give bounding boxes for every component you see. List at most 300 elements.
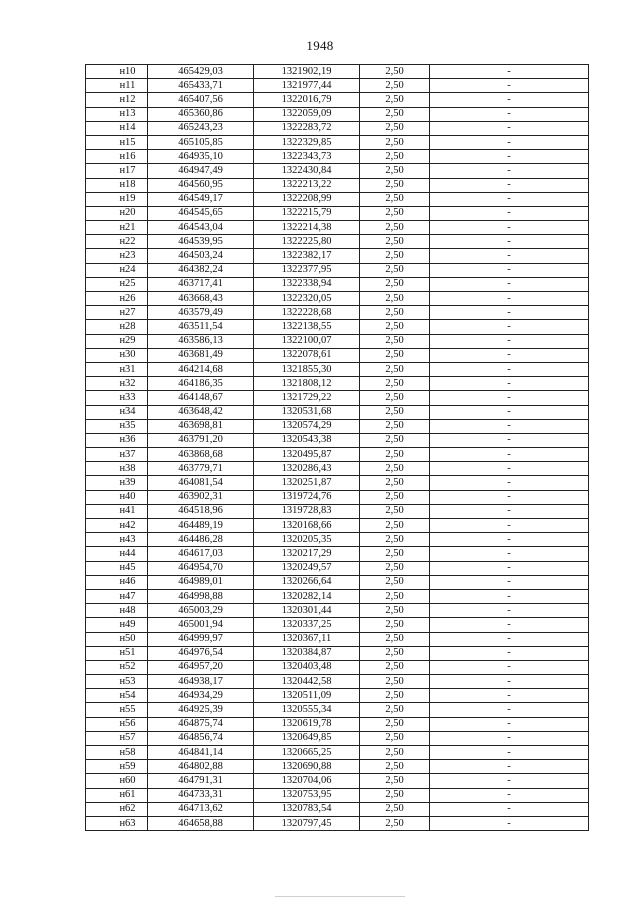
y-coordinate-cell: 1322214,38 [254, 221, 360, 235]
y-coordinate-cell: 1320555,34 [254, 703, 360, 717]
precision-cell: 2,50 [360, 348, 430, 362]
note-cell: - [430, 235, 589, 249]
y-coordinate-cell: 1320690,88 [254, 760, 360, 774]
x-coordinate-cell: 463681,49 [148, 348, 254, 362]
table-row [86, 377, 589, 391]
table-row [86, 79, 589, 93]
note-cell: - [430, 107, 589, 121]
point-id-cell: н21 [86, 221, 148, 235]
x-coordinate-cell: 463717,41 [148, 277, 254, 291]
precision-cell: 2,50 [360, 79, 430, 93]
y-coordinate-cell: 1320753,95 [254, 788, 360, 802]
table-row [86, 448, 589, 462]
x-coordinate-cell: 464875,74 [148, 717, 254, 731]
table-row [86, 292, 589, 306]
note-cell: - [430, 746, 589, 760]
x-coordinate-cell: 465433,71 [148, 79, 254, 93]
y-coordinate-cell: 1320168,66 [254, 519, 360, 533]
table-row [86, 604, 589, 618]
precision-cell: 2,50 [360, 746, 430, 760]
point-id-cell: н23 [86, 249, 148, 263]
point-id-cell: н63 [86, 816, 148, 830]
note-cell: - [430, 377, 589, 391]
point-id-cell: н35 [86, 419, 148, 433]
precision-cell: 2,50 [360, 731, 430, 745]
point-id-cell: н11 [86, 79, 148, 93]
y-coordinate-cell: 1320205,35 [254, 533, 360, 547]
table-row [86, 93, 589, 107]
y-coordinate-cell: 1320282,14 [254, 589, 360, 603]
precision-cell: 2,50 [360, 405, 430, 419]
point-id-cell: н45 [86, 561, 148, 575]
table-row [86, 816, 589, 830]
point-id-cell: н13 [86, 107, 148, 121]
table-row [86, 334, 589, 348]
point-id-cell: н37 [86, 448, 148, 462]
precision-cell: 2,50 [360, 93, 430, 107]
y-coordinate-cell: 1322320,05 [254, 292, 360, 306]
note-cell: - [430, 760, 589, 774]
precision-cell: 2,50 [360, 306, 430, 320]
point-id-cell: н46 [86, 575, 148, 589]
precision-cell: 2,50 [360, 107, 430, 121]
note-cell: - [430, 703, 589, 717]
x-coordinate-cell: 464518,96 [148, 504, 254, 518]
table-row [86, 589, 589, 603]
note-cell: - [430, 135, 589, 149]
table-row [86, 717, 589, 731]
y-coordinate-cell: 1320665,25 [254, 746, 360, 760]
precision-cell: 2,50 [360, 377, 430, 391]
point-id-cell: н49 [86, 618, 148, 632]
note-cell: - [430, 717, 589, 731]
point-id-cell: н60 [86, 774, 148, 788]
x-coordinate-cell: 464543,04 [148, 221, 254, 235]
table-row [86, 306, 589, 320]
point-id-cell: н20 [86, 206, 148, 220]
x-coordinate-cell: 464733,31 [148, 788, 254, 802]
point-id-cell: н51 [86, 646, 148, 660]
point-id-cell: н27 [86, 306, 148, 320]
note-cell: - [430, 334, 589, 348]
table-row [86, 135, 589, 149]
precision-cell: 2,50 [360, 391, 430, 405]
point-id-cell: н12 [86, 93, 148, 107]
x-coordinate-cell: 464998,88 [148, 589, 254, 603]
point-id-cell: н19 [86, 192, 148, 206]
y-coordinate-cell: 1320301,44 [254, 604, 360, 618]
x-coordinate-cell: 463648,42 [148, 405, 254, 419]
y-coordinate-cell: 1322283,72 [254, 121, 360, 135]
note-cell: - [430, 802, 589, 816]
table-row [86, 419, 589, 433]
y-coordinate-cell: 1320574,29 [254, 419, 360, 433]
y-coordinate-cell: 1322016,79 [254, 93, 360, 107]
point-id-cell: н61 [86, 788, 148, 802]
precision-cell: 2,50 [360, 575, 430, 589]
y-coordinate-cell: 1320384,87 [254, 646, 360, 660]
table-row [86, 575, 589, 589]
precision-cell: 2,50 [360, 178, 430, 192]
point-id-cell: н32 [86, 377, 148, 391]
y-coordinate-cell: 1322059,09 [254, 107, 360, 121]
note-cell: - [430, 79, 589, 93]
y-coordinate-cell: 1321855,30 [254, 362, 360, 376]
table-row [86, 391, 589, 405]
x-coordinate-cell: 464617,03 [148, 547, 254, 561]
note-cell: - [430, 93, 589, 107]
note-cell: - [430, 533, 589, 547]
x-coordinate-cell: 464503,24 [148, 249, 254, 263]
precision-cell: 2,50 [360, 320, 430, 334]
x-coordinate-cell: 465001,94 [148, 618, 254, 632]
note-cell: - [430, 150, 589, 164]
precision-cell: 2,50 [360, 646, 430, 660]
note-cell: - [430, 391, 589, 405]
note-cell: - [430, 277, 589, 291]
x-coordinate-cell: 464560,95 [148, 178, 254, 192]
y-coordinate-cell: 1320797,45 [254, 816, 360, 830]
y-coordinate-cell: 1321902,19 [254, 65, 360, 79]
precision-cell: 2,50 [360, 334, 430, 348]
table-row [86, 646, 589, 660]
table-row [86, 164, 589, 178]
table-row [86, 221, 589, 235]
y-coordinate-cell: 1322338,94 [254, 277, 360, 291]
point-id-cell: н56 [86, 717, 148, 731]
point-id-cell: н41 [86, 504, 148, 518]
x-coordinate-cell: 465243,23 [148, 121, 254, 135]
x-coordinate-cell: 464486,28 [148, 533, 254, 547]
point-id-cell: н42 [86, 519, 148, 533]
precision-cell: 2,50 [360, 490, 430, 504]
precision-cell: 2,50 [360, 448, 430, 462]
point-id-cell: н31 [86, 362, 148, 376]
precision-cell: 2,50 [360, 433, 430, 447]
y-coordinate-cell: 1322430,84 [254, 164, 360, 178]
point-id-cell: н33 [86, 391, 148, 405]
table-row [86, 206, 589, 220]
y-coordinate-cell: 1322138,55 [254, 320, 360, 334]
y-coordinate-cell: 1320367,11 [254, 632, 360, 646]
y-coordinate-cell: 1322213,22 [254, 178, 360, 192]
note-cell: - [430, 306, 589, 320]
y-coordinate-cell: 1320217,29 [254, 547, 360, 561]
x-coordinate-cell: 463668,43 [148, 292, 254, 306]
precision-cell: 2,50 [360, 504, 430, 518]
x-coordinate-cell: 463779,71 [148, 462, 254, 476]
table-row [86, 235, 589, 249]
precision-cell: 2,50 [360, 150, 430, 164]
table-row [86, 504, 589, 518]
x-coordinate-cell: 464954,70 [148, 561, 254, 575]
table-row [86, 277, 589, 291]
x-coordinate-cell: 464549,17 [148, 192, 254, 206]
x-coordinate-cell: 463579,49 [148, 306, 254, 320]
table-row [86, 65, 589, 79]
precision-cell: 2,50 [360, 717, 430, 731]
table-row [86, 249, 589, 263]
point-id-cell: н48 [86, 604, 148, 618]
precision-cell: 2,50 [360, 263, 430, 277]
point-id-cell: н54 [86, 689, 148, 703]
precision-cell: 2,50 [360, 519, 430, 533]
y-coordinate-cell: 1322208,99 [254, 192, 360, 206]
precision-cell: 2,50 [360, 675, 430, 689]
point-id-cell: н39 [86, 476, 148, 490]
table-row [86, 774, 589, 788]
y-coordinate-cell: 1320442,58 [254, 675, 360, 689]
precision-cell: 2,50 [360, 292, 430, 306]
point-id-cell: н38 [86, 462, 148, 476]
point-id-cell: н36 [86, 433, 148, 447]
point-id-cell: н53 [86, 675, 148, 689]
y-coordinate-cell: 1322078,61 [254, 348, 360, 362]
x-coordinate-cell: 465003,29 [148, 604, 254, 618]
point-id-cell: н55 [86, 703, 148, 717]
x-coordinate-cell: 464802,88 [148, 760, 254, 774]
precision-cell: 2,50 [360, 221, 430, 235]
note-cell: - [430, 164, 589, 178]
point-id-cell: н26 [86, 292, 148, 306]
note-cell: - [430, 405, 589, 419]
note-cell: - [430, 433, 589, 447]
y-coordinate-cell: 1320511,09 [254, 689, 360, 703]
y-coordinate-cell: 1322382,17 [254, 249, 360, 263]
note-cell: - [430, 192, 589, 206]
precision-cell: 2,50 [360, 362, 430, 376]
point-id-cell: н62 [86, 802, 148, 816]
y-coordinate-cell: 1319724,76 [254, 490, 360, 504]
point-id-cell: н25 [86, 277, 148, 291]
page-number: 1948 [306, 38, 334, 53]
note-cell: - [430, 362, 589, 376]
precision-cell: 2,50 [360, 547, 430, 561]
x-coordinate-cell: 464935,10 [148, 150, 254, 164]
point-id-cell: н59 [86, 760, 148, 774]
table-row [86, 533, 589, 547]
y-coordinate-cell: 1321729,22 [254, 391, 360, 405]
note-cell: - [430, 221, 589, 235]
table-row [86, 263, 589, 277]
note-cell: - [430, 646, 589, 660]
note-cell: - [430, 292, 589, 306]
x-coordinate-cell: 464938,17 [148, 675, 254, 689]
table-row [86, 689, 589, 703]
point-id-cell: н22 [86, 235, 148, 249]
point-id-cell: н17 [86, 164, 148, 178]
y-coordinate-cell: 1320704,06 [254, 774, 360, 788]
note-cell: - [430, 816, 589, 830]
x-coordinate-cell: 464382,24 [148, 263, 254, 277]
coordinates-table-body [86, 65, 589, 831]
point-id-cell: н50 [86, 632, 148, 646]
table-row [86, 731, 589, 745]
y-coordinate-cell: 1320403,48 [254, 660, 360, 674]
x-coordinate-cell: 464081,54 [148, 476, 254, 490]
point-id-cell: н58 [86, 746, 148, 760]
table-row [86, 476, 589, 490]
note-cell: - [430, 575, 589, 589]
note-cell: - [430, 632, 589, 646]
precision-cell: 2,50 [360, 235, 430, 249]
note-cell: - [430, 448, 589, 462]
precision-cell: 2,50 [360, 419, 430, 433]
x-coordinate-cell: 463511,54 [148, 320, 254, 334]
x-coordinate-cell: 464947,49 [148, 164, 254, 178]
point-id-cell: н30 [86, 348, 148, 362]
x-coordinate-cell: 464976,54 [148, 646, 254, 660]
precision-cell: 2,50 [360, 476, 430, 490]
table-row [86, 561, 589, 575]
note-cell: - [430, 348, 589, 362]
note-cell: - [430, 178, 589, 192]
x-coordinate-cell: 464539,95 [148, 235, 254, 249]
y-coordinate-cell: 1320495,87 [254, 448, 360, 462]
precision-cell: 2,50 [360, 533, 430, 547]
x-coordinate-cell: 464791,31 [148, 774, 254, 788]
table-row [86, 121, 589, 135]
x-coordinate-cell: 464545,65 [148, 206, 254, 220]
point-id-cell: н34 [86, 405, 148, 419]
x-coordinate-cell: 463791,20 [148, 433, 254, 447]
precision-cell: 2,50 [360, 604, 430, 618]
note-cell: - [430, 788, 589, 802]
note-cell: - [430, 547, 589, 561]
point-id-cell: н44 [86, 547, 148, 561]
precision-cell: 2,50 [360, 164, 430, 178]
x-coordinate-cell: 463698,81 [148, 419, 254, 433]
x-coordinate-cell: 464989,01 [148, 575, 254, 589]
table-row [86, 107, 589, 121]
y-coordinate-cell: 1320249,57 [254, 561, 360, 575]
x-coordinate-cell: 464957,20 [148, 660, 254, 674]
table-row [86, 462, 589, 476]
table-row [86, 362, 589, 376]
note-cell: - [430, 604, 589, 618]
table-row [86, 192, 589, 206]
point-id-cell: н29 [86, 334, 148, 348]
point-id-cell: н18 [86, 178, 148, 192]
x-coordinate-cell: 464841,14 [148, 746, 254, 760]
x-coordinate-cell: 464658,88 [148, 816, 254, 830]
note-cell: - [430, 675, 589, 689]
y-coordinate-cell: 1320543,38 [254, 433, 360, 447]
precision-cell: 2,50 [360, 135, 430, 149]
x-coordinate-cell: 464489,19 [148, 519, 254, 533]
precision-cell: 2,50 [360, 65, 430, 79]
x-coordinate-cell: 464999,97 [148, 632, 254, 646]
x-coordinate-cell: 464713,62 [148, 802, 254, 816]
table-row [86, 632, 589, 646]
x-coordinate-cell: 465429,03 [148, 65, 254, 79]
y-coordinate-cell: 1320337,25 [254, 618, 360, 632]
precision-cell: 2,50 [360, 816, 430, 830]
x-coordinate-cell: 464925,39 [148, 703, 254, 717]
table-row [86, 703, 589, 717]
note-cell: - [430, 490, 589, 504]
x-coordinate-cell: 465105,85 [148, 135, 254, 149]
table-row [86, 178, 589, 192]
table-row [86, 660, 589, 674]
precision-cell: 2,50 [360, 760, 430, 774]
y-coordinate-cell: 1319728,83 [254, 504, 360, 518]
point-id-cell: н14 [86, 121, 148, 135]
point-id-cell: н28 [86, 320, 148, 334]
precision-cell: 2,50 [360, 249, 430, 263]
y-coordinate-cell: 1320531,68 [254, 405, 360, 419]
x-coordinate-cell: 464148,67 [148, 391, 254, 405]
table-row [86, 519, 589, 533]
x-coordinate-cell: 464856,74 [148, 731, 254, 745]
note-cell: - [430, 589, 589, 603]
y-coordinate-cell: 1321808,12 [254, 377, 360, 391]
note-cell: - [430, 263, 589, 277]
note-cell: - [430, 249, 589, 263]
y-coordinate-cell: 1320619,78 [254, 717, 360, 731]
note-cell: - [430, 618, 589, 632]
y-coordinate-cell: 1322343,73 [254, 150, 360, 164]
point-id-cell: н52 [86, 660, 148, 674]
precision-cell: 2,50 [360, 192, 430, 206]
note-cell: - [430, 504, 589, 518]
table-row [86, 348, 589, 362]
note-cell: - [430, 774, 589, 788]
scan-artifact-line [275, 896, 405, 897]
y-coordinate-cell: 1322377,95 [254, 263, 360, 277]
table-row [86, 433, 589, 447]
note-cell: - [430, 731, 589, 745]
table-row [86, 788, 589, 802]
precision-cell: 2,50 [360, 618, 430, 632]
note-cell: - [430, 121, 589, 135]
point-id-cell: н40 [86, 490, 148, 504]
coordinates-table [85, 64, 589, 831]
note-cell: - [430, 660, 589, 674]
x-coordinate-cell: 465407,56 [148, 93, 254, 107]
precision-cell: 2,50 [360, 802, 430, 816]
table-row [86, 405, 589, 419]
point-id-cell: н16 [86, 150, 148, 164]
x-coordinate-cell: 463868,68 [148, 448, 254, 462]
precision-cell: 2,50 [360, 632, 430, 646]
precision-cell: 2,50 [360, 689, 430, 703]
note-cell: - [430, 689, 589, 703]
x-coordinate-cell: 464186,35 [148, 377, 254, 391]
point-id-cell: н15 [86, 135, 148, 149]
y-coordinate-cell: 1320286,43 [254, 462, 360, 476]
table-row [86, 802, 589, 816]
x-coordinate-cell: 463586,13 [148, 334, 254, 348]
note-cell: - [430, 561, 589, 575]
note-cell: - [430, 519, 589, 533]
precision-cell: 2,50 [360, 277, 430, 291]
y-coordinate-cell: 1321977,44 [254, 79, 360, 93]
precision-cell: 2,50 [360, 589, 430, 603]
note-cell: - [430, 419, 589, 433]
y-coordinate-cell: 1322228,68 [254, 306, 360, 320]
y-coordinate-cell: 1322100,07 [254, 334, 360, 348]
x-coordinate-cell: 465360,86 [148, 107, 254, 121]
table-row [86, 746, 589, 760]
precision-cell: 2,50 [360, 774, 430, 788]
table-row [86, 675, 589, 689]
point-id-cell: н57 [86, 731, 148, 745]
table-row [86, 547, 589, 561]
y-coordinate-cell: 1320783,54 [254, 802, 360, 816]
table-row [86, 618, 589, 632]
point-id-cell: н24 [86, 263, 148, 277]
